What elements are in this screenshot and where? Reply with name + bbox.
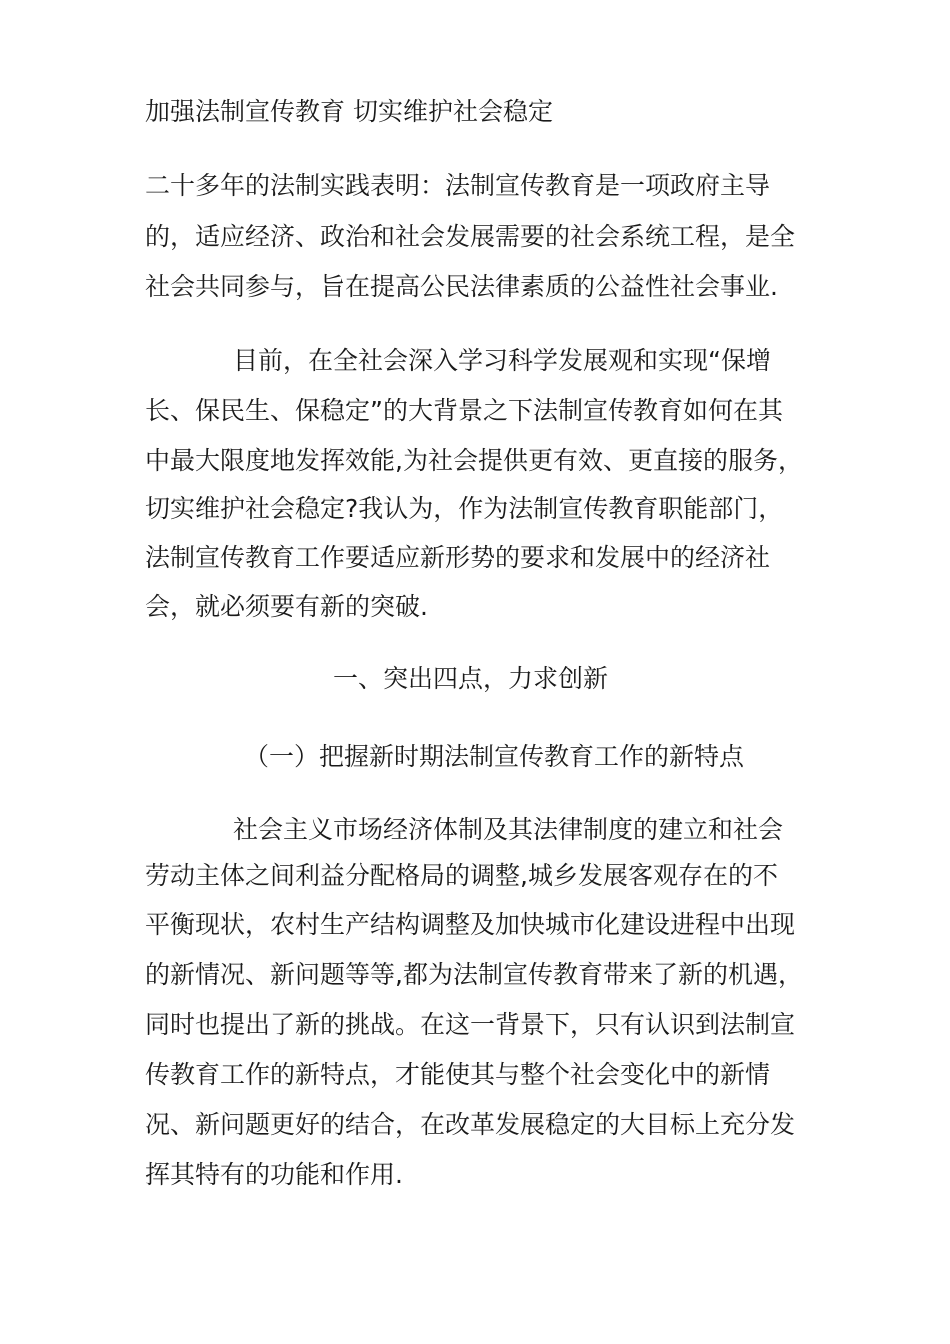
paragraph-line: 二十多年的法制实践表明：法制宣传教育是一项政府主导 [145, 171, 771, 200]
paragraph-line: 况、新问题更好的结合，在改革发展稳定的大目标上充分发 [145, 1110, 796, 1139]
paragraph-line: 传教育工作的新特点，才能使其与整个社会变化中的新情 [145, 1060, 771, 1089]
section-heading: 一、突出四点，力求创新 [333, 664, 609, 693]
paragraph-line: 社会主义市场经济体制及其法律制度的建立和社会 [233, 815, 784, 844]
paragraph-line: 会，就必须要有新的突破. [145, 592, 428, 621]
paragraph-line: 同时也提出了新的挑战。在这一背景下，只有认识到法制宣 [145, 1010, 796, 1039]
paragraph-line: 劳动主体之间利益分配格局的调整,城乡发展客观存在的不 [145, 861, 778, 890]
document-title: 加强法制宣传教育 切实维护社会稳定 [145, 97, 553, 126]
paragraph-line: 法制宣传教育工作要适应新形势的要求和发展中的经济社 [145, 543, 771, 572]
paragraph-line: 中最大限度地发挥效能,为社会提供更有效、更直接的服务， [145, 446, 803, 475]
paragraph-line: 目前，在全社会深入学习科学发展观和实现“保增 [233, 346, 771, 375]
paragraph-line: 平衡现状，农村生产结构调整及加快城市化建设进程中出现 [145, 910, 796, 939]
paragraph-line: 社会共同参与，旨在提高公民法律素质的公益性社会事业. [145, 272, 778, 301]
paragraph-line: 切实维护社会稳定?我认为，作为法制宣传教育职能部门， [145, 494, 784, 523]
paragraph-line: 长、保民生、保稳定”的大背景之下法制宣传教育如何在其 [145, 396, 783, 425]
paragraph-line: 的，适应经济、政治和社会发展需要的社会系统工程，是全 [145, 222, 796, 251]
subsection-heading: （一）把握新时期法制宣传教育工作的新特点 [244, 742, 745, 771]
paragraph-line: 的新情况、新问题等等,都为法制宣传教育带来了新的机遇， [145, 960, 803, 989]
paragraph-line: 挥其特有的功能和作用. [145, 1160, 403, 1189]
